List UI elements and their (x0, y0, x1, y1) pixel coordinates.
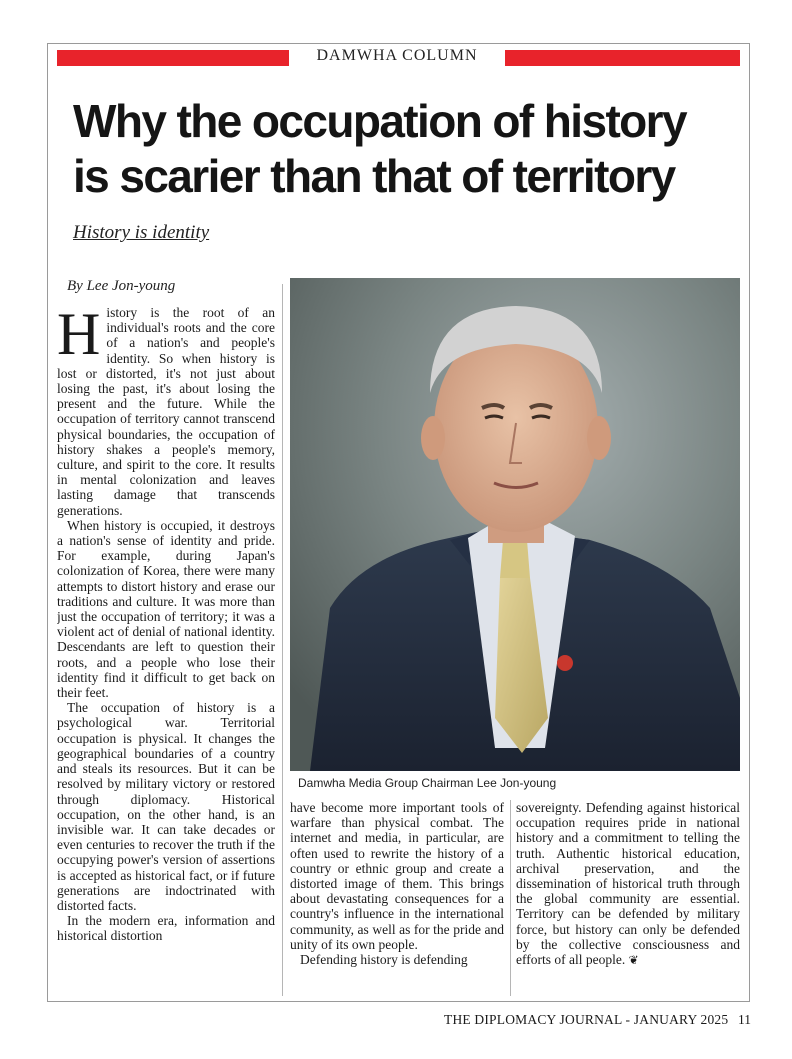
paragraph: When history is occupied, it destroys a nation's sense of identity and pride. For example, during Japan's colonization of Korea, there were many attempts to distort history and erase our traditions and culture. It was more than just the occupation of territory; it was a violent act of denial of national identity. Descendants are left to question their roots, and a people who lose their identity find it difficult to get back on their feet. (57, 517, 275, 701)
portrait-photo (290, 278, 740, 771)
text-column-3 (516, 800, 740, 996)
paragraph: History is the root of an individual's roots and the core of a nation's and people's identity. So when history is lost or distorted, it's not just about losing the past, it's about losing the present and the future. While the occupation of territory cannot transcend physical boundaries, the occupation of history shakes a people's memory, culture, and spirit to the core. It results in mental colonization and leaves lasting damage that transcends generations. (57, 305, 275, 518)
drop-cap: H (57, 305, 101, 367)
page-number: 11 (738, 1012, 751, 1027)
paragraph: sovereignty. Defending against historical occupation requires pride in national history and a commitment to telling the truth. Authentic historical education, archival preservation, and the dissemination of historical truth through the global community are essential. Territory can be defended by military force, but history can only be defended by the collective consciousness and efforts of all people. ❦ (516, 800, 740, 968)
portrait-illustration (290, 278, 740, 771)
headline-line-1: Why the occupation of history (73, 95, 686, 147)
paragraph: In the modern era, information and historical distortion (57, 913, 275, 944)
column-label: DAMWHA COLUMN (316, 47, 478, 64)
paragraph: The occupation of history is a psychological war. Territorial occupation is physical. It changes the geographical boundaries of a country and steals its resources. But it can be resolved by military victory or restored through diplomacy. Historical occupation, on the other hand, is an invisible war. It can take decades or even centuries to recover the truth if the occupying power's version of assertions is accepted as historical fact, or if future generations are indoctrinated with distorted facts. (57, 700, 275, 913)
headline-line-2: is scarier than that of territory (73, 150, 675, 202)
text-column-2 (290, 800, 504, 996)
photo-caption: Damwha Media Group Chairman Lee Jon-young (298, 776, 557, 790)
column-divider (510, 800, 511, 996)
column-divider (282, 284, 283, 996)
byline: By Lee Jon-young (67, 278, 176, 294)
text-column-1 (57, 305, 275, 995)
header-red-bar-right (505, 50, 740, 66)
paragraph: have become more important tools of warfare than physical combat. The internet and media, in particular, are often used to rewrite the history of a country or ethnic group and create a distorted image of them. This brings about devastating consequences for a country's influence in the international community, as well as for the pride and unity of its own people. (290, 800, 504, 952)
article-subhead: History is identity (73, 222, 210, 243)
end-mark-icon: ❦ (628, 953, 639, 968)
paragraph: Defending history is defending (300, 952, 468, 968)
header-red-bar-left (57, 50, 289, 66)
publication-footer: THE DIPLOMACY JOURNAL - JANUARY 2025 (444, 1012, 729, 1027)
article-headline (73, 94, 743, 204)
